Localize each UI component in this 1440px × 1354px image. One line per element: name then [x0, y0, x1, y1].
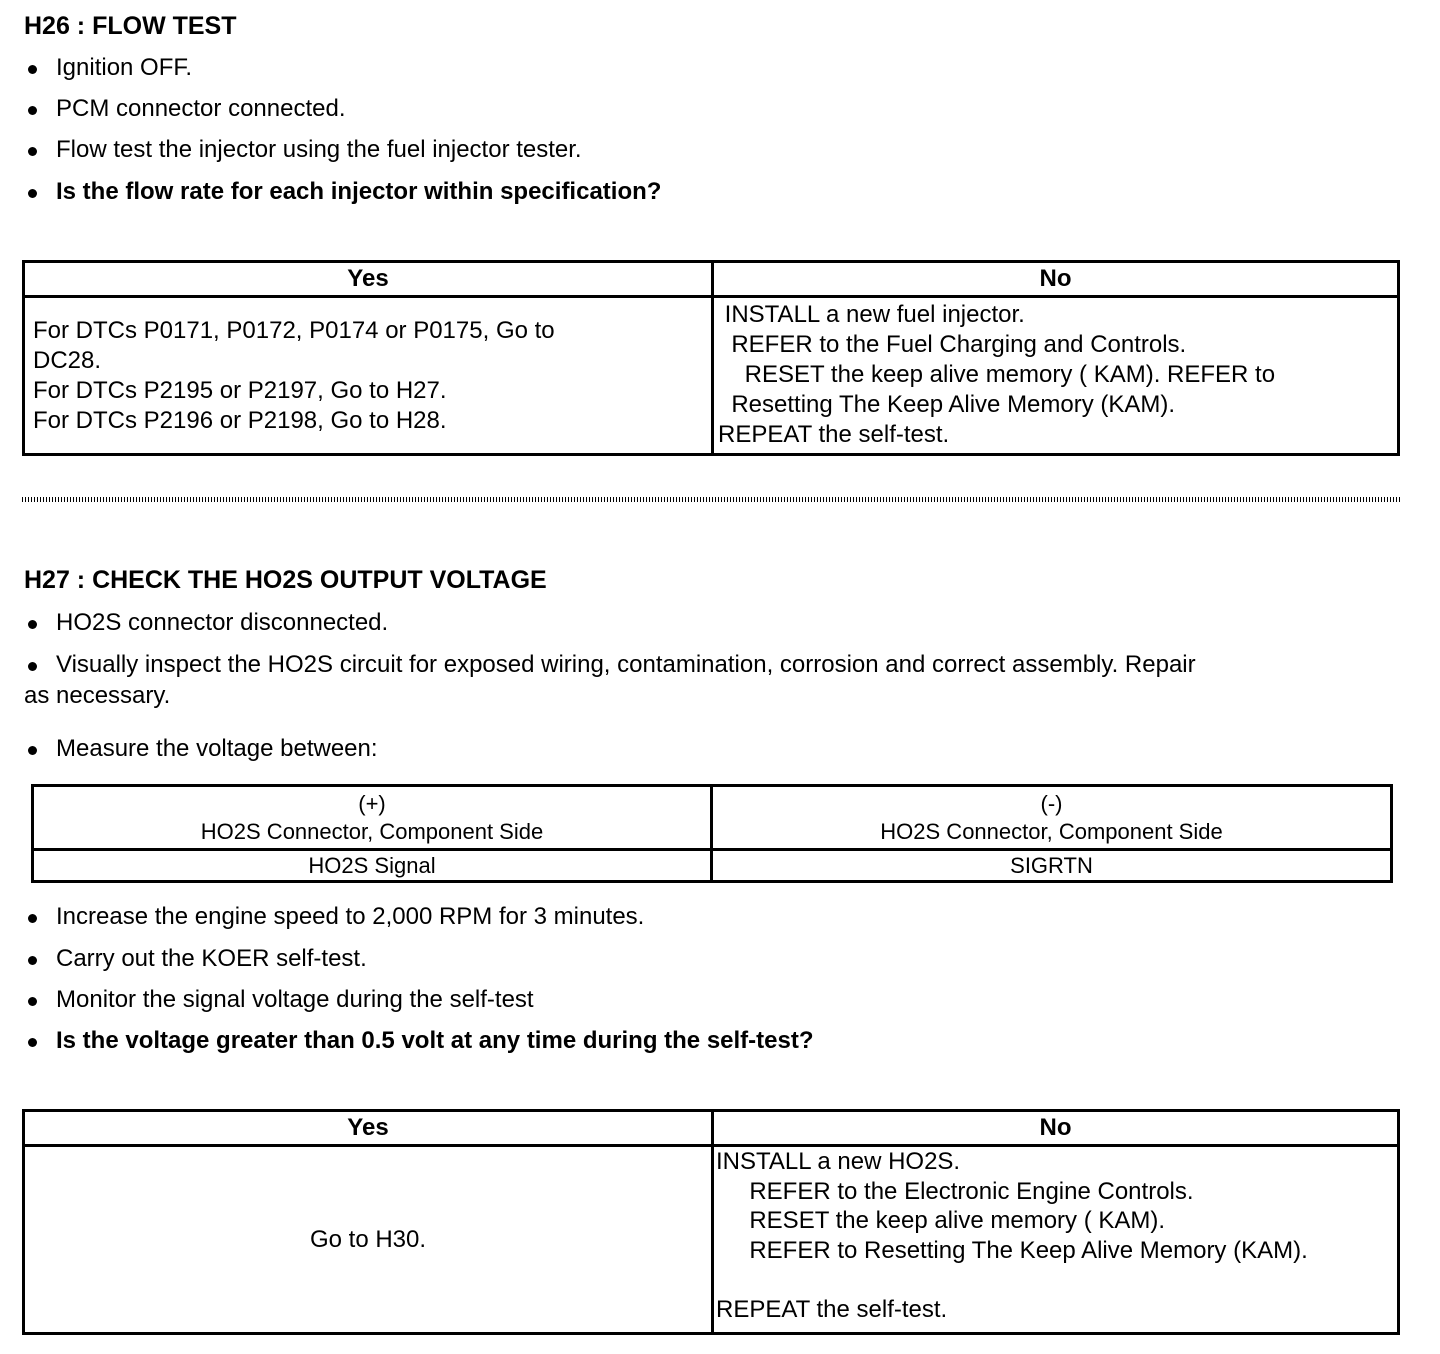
bullet-icon — [28, 746, 37, 755]
bullet-icon — [28, 189, 37, 198]
bullet-icon — [28, 620, 37, 629]
bullet-icon — [28, 662, 37, 671]
measure-plus-pin: HO2S Signal — [33, 850, 712, 882]
bullet-icon — [28, 914, 37, 923]
h26-result-table — [22, 260, 1400, 456]
no-header: No — [713, 262, 1399, 297]
bullet-icon — [28, 956, 37, 965]
bullet-icon — [28, 1038, 37, 1047]
section-divider — [22, 497, 1402, 502]
bullet-icon — [28, 147, 37, 156]
bullet-icon — [28, 997, 37, 1006]
measure-minus-pin: SIGRTN — [712, 850, 1392, 882]
bullet-icon — [28, 106, 37, 115]
measure-table — [31, 784, 1393, 883]
yes-cell: For DTCs P0171, P0172, P0174 or P0175, Go to DC28. For DTCs P2195 or P2197, Go to H27. For DTCs P2196 or P2198, Go to H28. — [24, 297, 713, 455]
no-cell: INSTALL a new fuel injector. REFER to the Fuel Charging and Controls. RESET the keep alive memory ( KAM). REFER to Resetting The Keep Alive Memory (KAM). REPEAT the self-test. — [713, 297, 1399, 455]
measure-minus-header: (-) HO2S Connector, Component Side — [712, 786, 1392, 850]
measure-plus-header: (+) HO2S Connector, Component Side — [33, 786, 712, 850]
no-cell: INSTALL a new HO2S. REFER to the Electronic Engine Controls. RESET the keep alive memory ( KAM). REFER to Resetting The Keep Alive Memory (KAM). REPEAT the self-test. — [713, 1146, 1399, 1334]
yes-cell: Go to H30. — [24, 1146, 713, 1334]
yes-header: Yes — [24, 1111, 713, 1146]
yes-header: Yes — [24, 262, 713, 297]
h27-heading: H27 : CHECK THE HO2S OUTPUT VOLTAGE — [24, 566, 547, 594]
list-item-continuation: as necessary. — [24, 682, 171, 709]
h26-heading: H26 : FLOW TEST — [24, 12, 237, 40]
h27-result-table — [22, 1109, 1400, 1335]
bullet-icon — [28, 65, 37, 74]
no-header: No — [713, 1111, 1399, 1146]
